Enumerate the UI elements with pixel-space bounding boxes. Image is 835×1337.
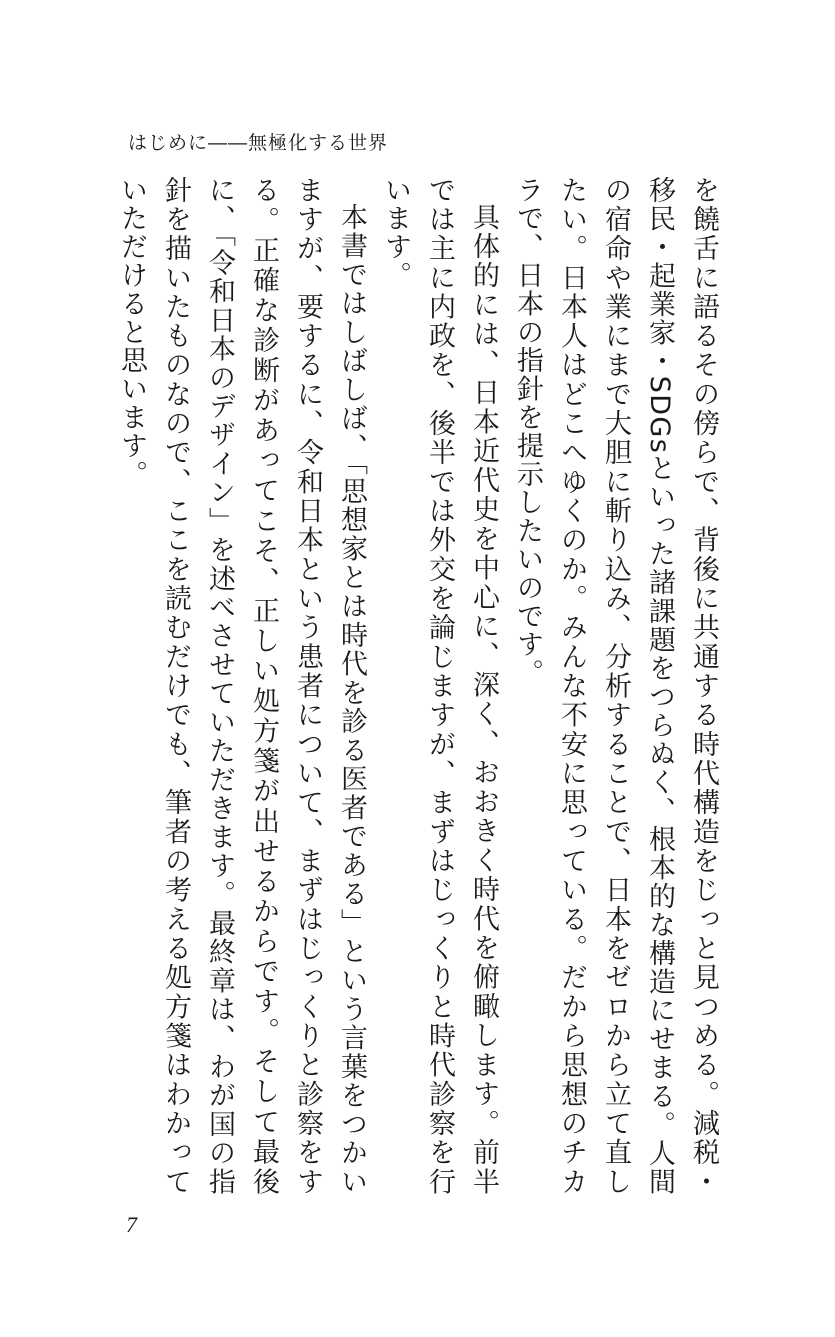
- paragraph-2: 具体的には、日本近代史を中心に、深く、おおきく時代を俯瞰します。前半では主に内政を、後半では外交を論じますが、まずはじっくりと時代診察を行います。: [380, 176, 499, 1196]
- paragraph-3: 本書ではしばしば、「思想家とは時代を診る医者である」という言葉をつかいますが、要するに、令和日本という患者について、まずはじっくりと診察をする。正確な診断があってこそ、正しい処方箋が出せるからです。そして最後に、「令和日本のデザイン」を述べさせていただきます。最終章は、わが国の指針を描いたものなので、ここを読むだけでも、筆者の考える処方箋はわかっていただけると思います。: [116, 176, 367, 1196]
- page-number: 7: [126, 1212, 137, 1237]
- paragraph-1: を饒舌に語るその傍らで、背後に共通する時代構造をじっと見つめる。減税・移民・起業家・SDGsといった諸課題をつらぬく、根本的な構造にせまる。人間の宿命や業にまで大胆に斬り込み、分析することで、日本をゼロから立て直したい。日本人はどこへゆくのか。みんな不安に思っている。だから思想のチカラで、日本の指針を提示したいのです。: [512, 176, 719, 1196]
- running-head: はじめに――無極化する世界: [128, 132, 389, 154]
- body-text: [116, 176, 725, 1196]
